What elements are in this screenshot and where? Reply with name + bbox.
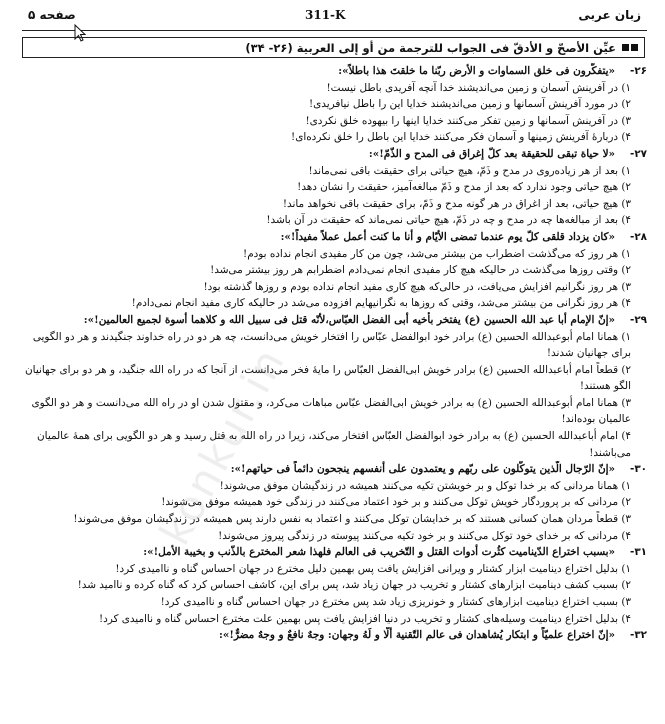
answer-option[interactable]: ۳) هر روز نگرانیم افزایش می‌یافت، در حالی‌که هیچ کاری مفید انجام نداده بودم و روزها گذشته بود!: [203, 280, 631, 293]
answer-option[interactable]: ۱) همانا مردانی که بر خدا توکل و بر خویشتن تکیه می‌کنند همیشه در زندگیشان موفق می‌شوند!: [219, 479, 631, 492]
question-number: ۲۸-: [629, 230, 647, 243]
question-stem: [22, 627, 647, 644]
answer-option[interactable]: ۴) مردانی که بر خدای خود توکل می‌کنند و بر خود تکیه می‌کنند پیوسته در زندگی پیروز می‌شوند!: [218, 529, 631, 542]
exam-code: 311-K: [305, 8, 346, 22]
question-block: [22, 544, 647, 627]
question-text: «إنّ الرّجال الّذین یتوکّلون علی ربّهم و یعتمدون علی أنفسهم ینجحون دائماً فی حیاتهم!»:: [230, 463, 615, 476]
square-bullet-icon: [622, 44, 629, 51]
answer-option[interactable]: ۴) دربارهٔ آفرینش زمینها و آسمان فکر می‌کنند خدایا این باطل را خلق نکرده‌ای!: [291, 131, 631, 144]
questions-list: [22, 63, 647, 724]
answer-option[interactable]: ۳) در آفرینش آسمانها و زمین تفکر می‌کنند خدایا اینها را بیهوده خلق نکردی!: [305, 114, 631, 127]
question-text: «یتفکّرون فی خلق السماوات و الأرض ربّنا ما خلقتَ هذا باطلاً»:: [338, 65, 615, 77]
question-block: [22, 627, 647, 644]
answer-option[interactable]: ۴) امام أباعبدالله الحسین (ع) به برادر خود ابوالفضل العبّاس افتخار می‌کند، زیرا در راه الله به قتل رسید و هر دو الگویی برای همهٔ عالمیان می‌باشند!: [37, 430, 631, 459]
answer-option[interactable]: ۳) همانا امام أبوعبدالله الحسین (ع) به برادر خویش ابی‌الفضل عبّاس مباهات می‌کرد، و مقتول شدن او در راه الله می‌دانست و هر دو الگوی عالمیان بوده‌اند!: [31, 396, 631, 426]
answer-option[interactable]: ۲) وقتی روزها می‌گذشت در حالیکه هیچ کار مفیدی انجام نمی‌دادم اضطرابم هر روز بیشتر می‌شد!: [210, 264, 631, 277]
question-block: [22, 312, 647, 461]
answer-option[interactable]: ۲) بسبب کشف دینامیت ابزارهای کشتار و تخریب در جهان زیاد شد، پس برای این، کاشف احساس کرد که گناه کرده و ناامید شد!: [77, 579, 631, 592]
question-text: «إنّ اختراع علمیّاً و ابتکار یُشاهدان فی عالم التّقنیة ألّا و لَهُ وجهان: وجهٌ نافعٌ و وجهٌ مضرٌّ!»:: [219, 629, 615, 642]
question-block: [22, 146, 647, 229]
question-text: «لا حیاة تبقی للحقیقة بعد کلّ إغراق فی المدح و الذّمّ!»:: [368, 147, 615, 160]
answer-option[interactable]: ۱) در آفرینش آسمان و زمین می‌اندیشند خدا آنچه آفریدی باطل نیست!: [326, 81, 631, 94]
page-header: [0, 0, 665, 34]
answer-option[interactable]: ۲) در مورد آفرینش آسمانها و زمین می‌اندیشند خدایا این را باطل نیافریدی!: [309, 98, 631, 111]
answer-option[interactable]: ۱) بدلیل اختراع دینامیت ابزار کشتار و ویرانی افزایش یافت پس بهمین دلیل مخترع در جهان احساس گناه و ناامیدی کرد!: [115, 562, 631, 575]
answer-option[interactable]: ۲) هیچ حیاتی وجود ندارد که بعد از مدح و ذَمّ مبالغه‌آمیز، حقیقت را نشان دهد!: [297, 181, 631, 194]
question-block: [22, 229, 647, 312]
question-block: [22, 461, 647, 544]
square-bullet-icon: [631, 44, 638, 51]
question-number: ۳۱-: [629, 546, 647, 559]
answer-option[interactable]: ۴) بدلیل اختراع دینامیت وسیله‌های کشتار و تخریب در دنیا افزایش یافت پس بهمین علت مخترع احساس گناه و ناامیدی کرد!: [98, 612, 631, 625]
answer-option[interactable]: ۱) همانا امام أبوعبدالله الحسین (ع) برادر خود ابوالفضل عبّاس را افتخار خویش می‌دانست، چه هر دو در راه خداوند جنگیدند و هر دو الگویی برای جهانیان شدند!: [32, 330, 631, 360]
answer-option[interactable]: ۴) بعد از مبالغه‌ها چه در مدح و چه در ذَمّ، هیچ حیاتی نمی‌ماند که حقیقت در آن باشد!: [266, 214, 631, 227]
question-stem: [22, 461, 647, 478]
watermark: konkur.in: [150, 338, 296, 554]
question-stem: [22, 544, 647, 561]
question-number: ۳۲-: [629, 629, 647, 642]
header-divider: [22, 30, 647, 31]
section-title: عیِّن الأصحّ و الأدقّ فی الجواب للترجمة من أو إلی العربیة (۲۶- ۳۴): [245, 40, 616, 55]
answer-option[interactable]: ۳) قطعاً مردان همان کسانی هستند که بر خدایشان توکل می‌کنند و اعتماد به نفس دارند پس همیشه در زندگیشان موفق می‌شوند!: [73, 513, 631, 526]
question-text: «بسبب اختراع الدّینامیت کثُرت أدوات القتل و التّخریب فی العالم فلهذا شعر المخترع بالذّنب و بخیبة الأمل!»:: [143, 546, 615, 559]
page-number: صفحه ۵: [28, 8, 76, 22]
subject-title: زبان عربی: [578, 8, 641, 22]
question-block: [22, 63, 647, 146]
answer-option[interactable]: ۳) بسبب اختراع دینامیت ابزارهای کشتار و خونریزی زیاد شد پس مخترع در جهان احساس گناه و ناامیدی کرد!: [160, 596, 631, 608]
answer-option[interactable]: ۲) قطعاً امام أباعبدالله الحسین (ع) برادر خویش ابی‌الفضل العبّاس را مایهٔ فخر می‌دانست، از آنجا که در راه الله جنگید، و هر دو برای جهانیان الگو هستند!: [25, 363, 631, 393]
question-stem: [22, 312, 647, 329]
answer-option[interactable]: ۱) هر روز که می‌گذشت اضطراب من بیشتر می‌شد، چون من کار مفیدی انجام نداده بودم!: [243, 247, 631, 260]
answer-option[interactable]: ۱) بعد از هر زیاده‌روی در مدح و ذَمّ، هیچ حیاتی برای حقیقت باقی نمی‌ماند!: [308, 164, 631, 177]
answer-option[interactable]: ۳) هیچ حیاتی، بعد از اغراق در هر گونه مدح و ذَمّ، برای حقیقت باقی نخواهد ماند!: [282, 197, 631, 210]
question-stem: [22, 146, 647, 163]
question-number: ۲۷-: [629, 147, 647, 160]
question-number: ۲۹-: [629, 313, 647, 326]
question-number: ۲۶-: [629, 65, 647, 77]
answer-option[interactable]: ۲) مردانی که بر پروردگار خویش توکل می‌کنند و بر خود اعتماد می‌کنند در زندگی خود همیشه موفق می‌شوند!: [161, 496, 631, 509]
question-text: «إنّ الإمام أبا عبد الله الحسین (ع) یفتخر بأخیه أبی الفضل العبّاس،لأنّه قتل فی سبیل الله و کلاهما أسوة لجمیع العالمین!»:: [83, 313, 615, 326]
section-instruction: [22, 37, 645, 58]
question-stem: [22, 229, 647, 246]
question-text: «کان یزداد قلقی کلّ یوم عندما تمضی الأیّام و أنا ما کنت أعمل عملاً مفیداً!»:: [280, 230, 615, 243]
answer-option[interactable]: ۴) هر روز نگرانی من بیشتر می‌شد، وقتی که روزها به نگرانیهایم افزوده می‌شد در حالیکه کاری مفید انجام نمی‌دادم!: [131, 297, 631, 310]
question-stem: [22, 63, 647, 80]
question-number: ۳۰-: [629, 463, 647, 476]
